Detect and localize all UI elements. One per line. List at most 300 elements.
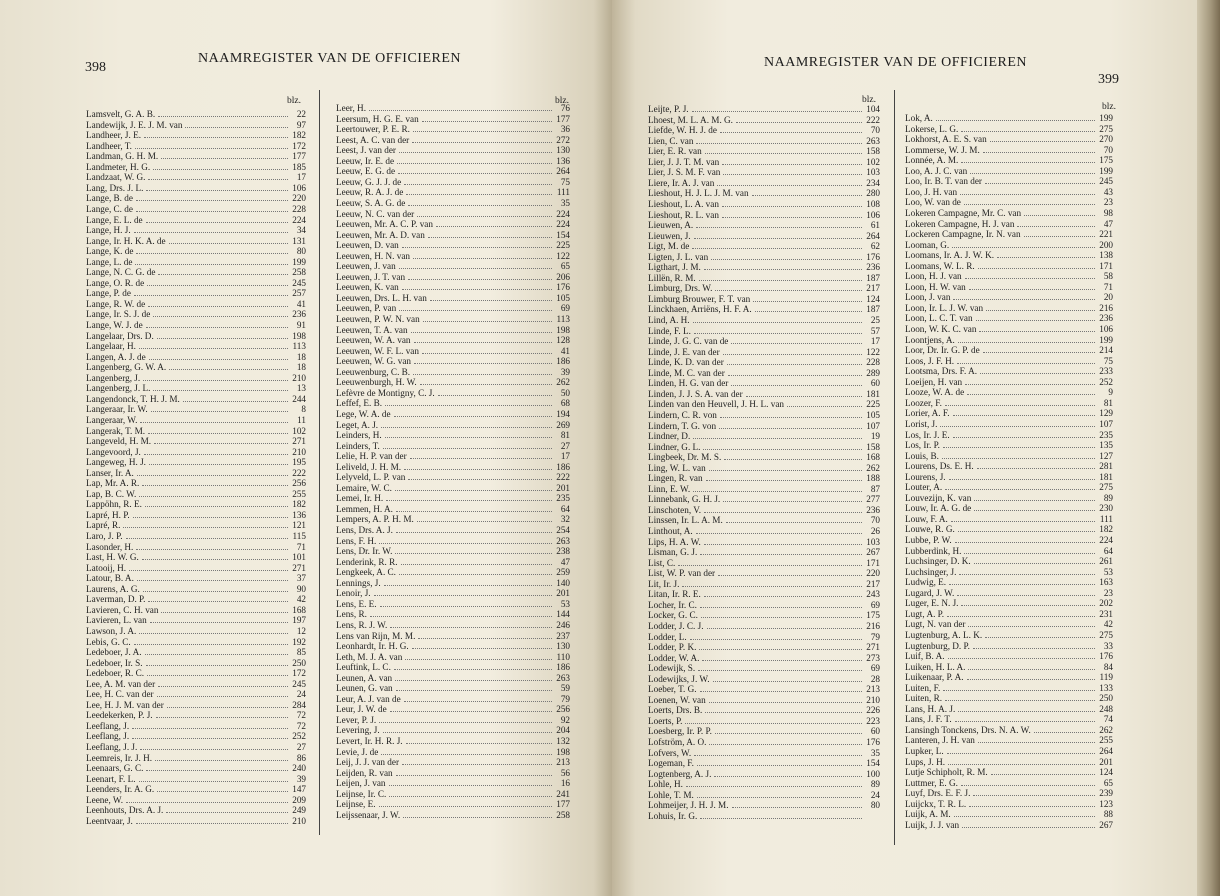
entry-name: Lootsma, Drs. F. A. <box>905 366 977 377</box>
entry-page-number: 17 <box>296 172 306 183</box>
dot-leader <box>693 438 862 439</box>
dot-leader <box>161 612 288 613</box>
dot-leader <box>146 770 288 771</box>
entry-page-number: 106 <box>1099 324 1113 334</box>
entry-page-number: 97 <box>296 119 306 130</box>
entry-name: Leeuwen, T. A. van <box>336 324 408 335</box>
index-entry <box>336 187 570 197</box>
index-entry <box>905 440 1113 450</box>
entry-name: Litan, Ir. R. E. <box>648 589 701 600</box>
entry-name: Lever, P. J. <box>336 714 377 725</box>
entry-page-number: 132 <box>556 736 570 746</box>
dot-leader <box>694 755 862 756</box>
index-entry <box>648 800 880 810</box>
entry-name: List, W. P. van der <box>648 568 716 579</box>
dot-leader <box>139 496 288 497</box>
dot-leader <box>732 807 862 808</box>
dot-leader <box>973 795 1095 796</box>
entry-name: Lieuwen, J. <box>648 230 691 241</box>
index-entry <box>336 536 570 546</box>
entry-page-number: 70 <box>870 515 880 526</box>
index-entry <box>905 313 1113 323</box>
dot-leader <box>148 179 288 180</box>
dot-leader <box>947 616 1095 617</box>
page-number: 399 <box>1098 72 1119 87</box>
index-entry <box>336 430 570 440</box>
index-entry <box>86 468 306 478</box>
index-entry <box>86 426 306 436</box>
entry-page-number: 136 <box>556 155 570 166</box>
index-entry <box>648 104 880 114</box>
entry-name: Leersum, H. G. E. van <box>336 113 419 124</box>
dot-leader <box>961 162 1095 163</box>
entry-name: Luchsinger, D. K. <box>905 556 971 567</box>
entry-page-number: 32 <box>560 514 570 525</box>
entry-page-number: 176 <box>866 737 880 747</box>
index-entry <box>336 789 570 799</box>
index-entry <box>905 377 1113 387</box>
index-entry <box>336 335 570 345</box>
index-entry <box>336 303 570 313</box>
dot-leader <box>132 728 288 729</box>
entry-page-number: 263 <box>866 135 880 146</box>
entry-page-number: 236 <box>1099 313 1113 324</box>
dot-leader <box>985 183 1095 184</box>
entry-name: Louw, F. A. <box>905 513 948 524</box>
entry-name: Lodder, W. A. <box>648 652 700 663</box>
entry-page-number: 72 <box>296 720 306 731</box>
dot-leader <box>713 681 862 682</box>
entry-page-number: 262 <box>556 377 570 388</box>
entry-page-number: 192 <box>292 636 306 647</box>
entry-page-number: 16 <box>560 778 570 789</box>
dot-leader <box>153 316 288 317</box>
index-entry <box>648 579 880 589</box>
entry-name: Loon, H. W. van <box>905 281 966 292</box>
entry-page-number: 42 <box>296 594 306 605</box>
entry-page-number: 263 <box>556 672 570 683</box>
index-entry <box>86 109 306 119</box>
index-entry <box>648 705 880 715</box>
entry-page-number: 213 <box>556 757 570 768</box>
dot-leader <box>723 501 862 502</box>
entry-name: Lohle, H. <box>648 779 683 790</box>
entry-name: Leeuwen, J. T. van <box>336 271 406 282</box>
entry-name: Lange, O. R. de <box>86 277 145 288</box>
entry-name: Lappöhn, R. E. <box>86 499 142 510</box>
entry-page-number: 182 <box>292 499 306 510</box>
dot-leader <box>146 327 288 328</box>
index-entry <box>648 378 880 388</box>
page-number: 398 <box>85 60 106 75</box>
entry-name: Landman, G. H. M. <box>86 151 159 162</box>
entry-page-number: 101 <box>292 552 306 563</box>
index-entry <box>86 162 306 172</box>
entry-page-number: 57 <box>870 325 880 336</box>
entry-name: Leliveld, J. H. M. <box>336 461 402 472</box>
dot-leader <box>704 596 862 597</box>
entry-page-number: 245 <box>292 277 306 288</box>
entry-name: Lawson, J. A. <box>86 625 137 636</box>
entry-name: Lang, Drs. J. L. <box>86 182 144 193</box>
entry-name: Leijden, R. van <box>336 767 393 778</box>
entry-page-number: 36 <box>560 124 570 135</box>
entry-name: Levering, J. <box>336 725 380 736</box>
index-entry <box>905 134 1113 144</box>
index-entry <box>648 178 880 188</box>
entry-name: Loon, L. C. T. van <box>905 313 973 324</box>
dot-leader <box>700 554 862 555</box>
entry-page-number: 39 <box>296 773 306 784</box>
dot-leader <box>408 279 552 280</box>
index-entry <box>905 408 1113 418</box>
dot-leader <box>135 148 288 149</box>
dot-leader <box>1017 226 1095 227</box>
entry-name: Luijk, A. M. <box>905 809 951 820</box>
index-entry <box>336 124 570 134</box>
dot-leader <box>699 649 862 650</box>
entry-name: Lens, R. J. W. <box>336 619 388 630</box>
entry-name: Lange, Ir. H. K. A. de <box>86 235 166 246</box>
entry-name: Lhoest, M. L. A. M. G. <box>648 114 733 125</box>
dot-leader <box>985 637 1095 638</box>
dot-leader <box>166 812 288 813</box>
dot-leader <box>423 321 552 322</box>
entry-page-number: 209 <box>292 794 306 805</box>
index-entry <box>905 546 1113 556</box>
dot-leader <box>731 343 862 344</box>
index-entry <box>905 588 1113 598</box>
entry-name: Lens van Rijn, M. M. <box>336 630 416 641</box>
entry-page-number: 250 <box>1099 693 1113 704</box>
dot-leader <box>395 490 552 491</box>
entry-name: Lemaire, W. C. <box>336 482 392 493</box>
dot-leader <box>979 331 1095 332</box>
dot-leader <box>693 491 862 492</box>
dot-leader <box>685 723 862 724</box>
entry-name: Linssen, Ir. L. A. M. <box>648 515 723 526</box>
index-entry <box>86 120 306 130</box>
index-entry <box>905 229 1113 239</box>
entry-page-number: 224 <box>556 208 570 219</box>
dot-leader <box>686 786 862 787</box>
index-entry <box>86 193 306 203</box>
entry-page-number: 62 <box>870 241 880 252</box>
index-entry <box>336 261 570 271</box>
entry-name: Lind, A. H. <box>648 315 690 325</box>
dot-leader <box>417 216 552 217</box>
entry-name: Luiten, F. <box>905 682 941 693</box>
entry-name: Linde, F. L. <box>648 325 691 336</box>
index-entry <box>336 725 570 735</box>
entry-page-number: 110 <box>556 651 570 662</box>
index-entry <box>648 347 880 357</box>
index-entry <box>648 610 880 620</box>
dot-leader <box>406 194 552 195</box>
entry-name: Loo, J. H. van <box>905 186 958 197</box>
index-entry <box>86 309 306 319</box>
index-entry <box>336 578 570 588</box>
dot-leader <box>752 195 862 196</box>
index-entry <box>336 462 570 472</box>
entry-page-number: 121 <box>292 520 306 531</box>
dot-leader <box>158 686 288 687</box>
dot-leader <box>374 595 552 596</box>
dot-leader <box>157 791 288 792</box>
entry-name: Lennings, J. <box>336 577 381 588</box>
entry-page-number: 267 <box>1099 819 1113 830</box>
entry-page-number: 250 <box>292 657 306 668</box>
dot-leader <box>380 606 552 607</box>
entry-page-number: 133 <box>1099 682 1113 693</box>
entry-page-number: 201 <box>556 588 570 599</box>
dot-leader <box>983 152 1095 153</box>
index-entry <box>336 493 570 503</box>
entry-page-number: 53 <box>1103 566 1113 577</box>
book-edge <box>1197 0 1220 896</box>
entry-page-number: 177 <box>556 113 570 124</box>
index-entry <box>905 113 1113 123</box>
entry-page-number: 255 <box>292 488 306 499</box>
index-entry <box>648 368 880 378</box>
dot-leader <box>980 373 1095 374</box>
dot-leader <box>136 211 288 212</box>
dot-leader <box>967 394 1095 395</box>
entry-name: Langerak, T. M. <box>86 425 146 436</box>
dot-leader <box>381 754 552 755</box>
index-entry <box>648 294 880 304</box>
entry-page-number: 81 <box>1103 397 1113 408</box>
entry-name: Leuftink, L. C. <box>336 662 391 673</box>
dot-leader <box>399 268 552 269</box>
entry-page-number: 198 <box>292 330 306 341</box>
entry-name: Lodder, P. K. <box>648 642 697 653</box>
entry-name: Leer, H. <box>336 103 366 113</box>
entry-name: Langeraar, Ir. W. <box>86 404 148 415</box>
index-entry <box>648 621 880 631</box>
entry-page-number: 17 <box>870 336 880 347</box>
entry-page-number: 81 <box>560 430 570 441</box>
entry-name: Luchsinger, J. <box>905 566 957 577</box>
entry-page-number: 221 <box>1099 229 1113 240</box>
dot-leader <box>945 489 1095 490</box>
entry-name: Last, H. W. G. <box>86 552 139 563</box>
entry-page-number: 103 <box>866 167 880 178</box>
index-entry <box>905 767 1113 777</box>
entry-page-number: 35 <box>560 197 570 208</box>
index-entry <box>86 731 306 741</box>
entry-page-number: 224 <box>292 214 306 225</box>
index-entry <box>336 588 570 598</box>
dot-leader <box>139 348 288 349</box>
index-entry <box>86 352 306 362</box>
entry-name: Lorier, A. F. <box>905 408 950 419</box>
index-entry <box>648 737 880 747</box>
index-entry <box>648 262 880 272</box>
dot-leader <box>1024 215 1095 216</box>
index-entry <box>905 788 1113 798</box>
dot-leader <box>974 510 1095 511</box>
dot-leader <box>146 190 288 191</box>
entry-name: Lindern, C. R. von <box>648 409 717 420</box>
entry-page-number: 225 <box>866 399 880 410</box>
entry-name: Laurens, A. G. <box>86 583 140 594</box>
entry-name: Lockeren Campagne, Ir. N. van <box>905 229 1021 240</box>
entry-page-number: 241 <box>556 788 570 799</box>
dot-leader <box>150 622 288 623</box>
dot-leader <box>976 320 1095 321</box>
dot-leader <box>957 363 1095 364</box>
entry-page-number: 105 <box>866 409 880 420</box>
entry-name: Lange, K. de <box>86 246 134 257</box>
entry-page-number: 186 <box>556 356 570 367</box>
index-entry <box>86 594 306 604</box>
dot-leader <box>715 733 862 734</box>
dot-leader <box>736 122 862 123</box>
dot-leader <box>144 137 288 138</box>
index-entry <box>86 130 306 140</box>
entry-name: Lens, F. H. <box>336 535 377 546</box>
entry-name: Loor, Dr. Ir. G. P. de <box>905 345 980 356</box>
index-entry <box>86 373 306 383</box>
index-entry <box>648 758 880 768</box>
entry-page-number: 258 <box>292 267 306 278</box>
index-entry <box>336 209 570 219</box>
entry-name: Leenhouts, Drs. A. J. <box>86 805 164 816</box>
index-entry <box>648 463 880 473</box>
entry-page-number: 245 <box>1099 176 1113 187</box>
entry-name: Lange, B. de <box>86 193 133 204</box>
entry-page-number: 147 <box>292 784 306 795</box>
entry-page-number: 79 <box>870 631 880 642</box>
index-entry <box>336 567 570 577</box>
index-entry <box>905 387 1113 397</box>
dot-leader <box>396 511 552 512</box>
index-entry <box>905 472 1113 482</box>
index-entry <box>905 430 1113 440</box>
index-entry <box>648 389 880 399</box>
entry-page-number: 23 <box>1103 197 1113 208</box>
dot-leader <box>123 527 288 528</box>
entry-page-number: 277 <box>866 494 880 505</box>
entry-page-number: 56 <box>560 767 570 778</box>
index-entry <box>336 398 570 408</box>
entry-page-number: 42 <box>1103 619 1113 630</box>
index-entry <box>905 187 1113 197</box>
index-entry <box>905 176 1113 186</box>
entry-name: Linschoten, V. <box>648 504 701 515</box>
dot-leader <box>704 269 862 270</box>
entry-name: Leentvaar, J. <box>86 815 133 826</box>
index-entry <box>86 383 306 393</box>
entry-page-number: 68 <box>560 398 570 409</box>
index-entry <box>86 573 306 583</box>
index-entry <box>336 367 570 377</box>
dot-leader <box>705 712 862 713</box>
dot-leader <box>990 141 1095 142</box>
dot-leader <box>697 797 862 798</box>
dot-leader <box>136 549 288 550</box>
dot-leader <box>148 601 288 602</box>
entry-name: Lapré, H. P. <box>86 509 130 520</box>
index-entry <box>905 482 1113 492</box>
entry-page-number: 230 <box>1099 503 1113 514</box>
entry-name: Luikenaar, P. A. <box>905 672 964 683</box>
entry-page-number: 284 <box>292 699 306 710</box>
index-entry <box>86 784 306 794</box>
entry-page-number: 197 <box>292 615 306 626</box>
dot-leader <box>402 764 552 765</box>
entry-name: Lens, E. E. <box>336 598 377 609</box>
entry-page-number: 144 <box>556 609 570 620</box>
entry-name: Lans, H. A. J. <box>905 703 956 714</box>
index-entry <box>648 526 880 536</box>
entry-name: Langenberg, G. W. A. <box>86 362 167 373</box>
index-entry <box>336 441 570 451</box>
index-entry <box>86 257 306 267</box>
dot-leader <box>137 580 288 581</box>
index-entry <box>86 394 306 404</box>
entry-page-number: 201 <box>1099 756 1113 767</box>
entry-page-number: 61 <box>870 220 880 231</box>
dot-leader <box>379 806 552 807</box>
dot-leader <box>142 485 288 486</box>
dot-leader <box>147 285 288 286</box>
index-entry <box>648 568 880 578</box>
dot-leader <box>408 205 552 206</box>
entry-name: Lingen, R. van <box>648 473 703 484</box>
dot-leader <box>991 774 1095 775</box>
entry-name: Lonnée, A. M. <box>905 155 959 166</box>
index-entry <box>86 605 306 615</box>
index-entry <box>648 632 880 642</box>
index-entry <box>336 219 570 229</box>
entry-page-number: 187 <box>866 304 880 315</box>
index-entry <box>86 742 306 752</box>
index-entry <box>336 114 570 124</box>
index-entry <box>336 662 570 672</box>
index-entry <box>336 609 570 619</box>
entry-name: Ludwig, E. <box>905 577 947 588</box>
dot-leader <box>722 206 862 207</box>
entry-page-number: 158 <box>866 441 880 452</box>
index-entry <box>336 356 570 366</box>
dot-leader <box>142 559 288 560</box>
entry-name: Lokhorst, A. E. S. van <box>905 134 987 145</box>
dot-leader <box>723 354 862 355</box>
dot-leader <box>143 380 288 381</box>
index-entry <box>336 472 570 482</box>
dot-leader <box>155 760 288 761</box>
index-entry <box>905 282 1113 292</box>
entry-page-number: 18 <box>296 362 306 373</box>
dot-leader <box>143 591 288 592</box>
entry-name: Lemmen, H. A. <box>336 503 393 514</box>
entry-name: Looze, W. A. de <box>905 387 965 398</box>
dot-leader <box>718 575 862 576</box>
entry-name: Leinders, H. <box>336 430 382 441</box>
entry-page-number: 35 <box>870 747 880 758</box>
index-entry <box>86 552 306 562</box>
index-entry <box>336 768 570 778</box>
entry-page-number: 272 <box>556 134 570 145</box>
dot-leader <box>954 816 1095 817</box>
dot-leader <box>418 638 552 639</box>
entry-page-number: 237 <box>556 630 570 641</box>
entry-name: Loo, A. J. C. van <box>905 165 968 176</box>
index-entry <box>648 642 880 652</box>
entry-page-number: 187 <box>866 272 880 283</box>
